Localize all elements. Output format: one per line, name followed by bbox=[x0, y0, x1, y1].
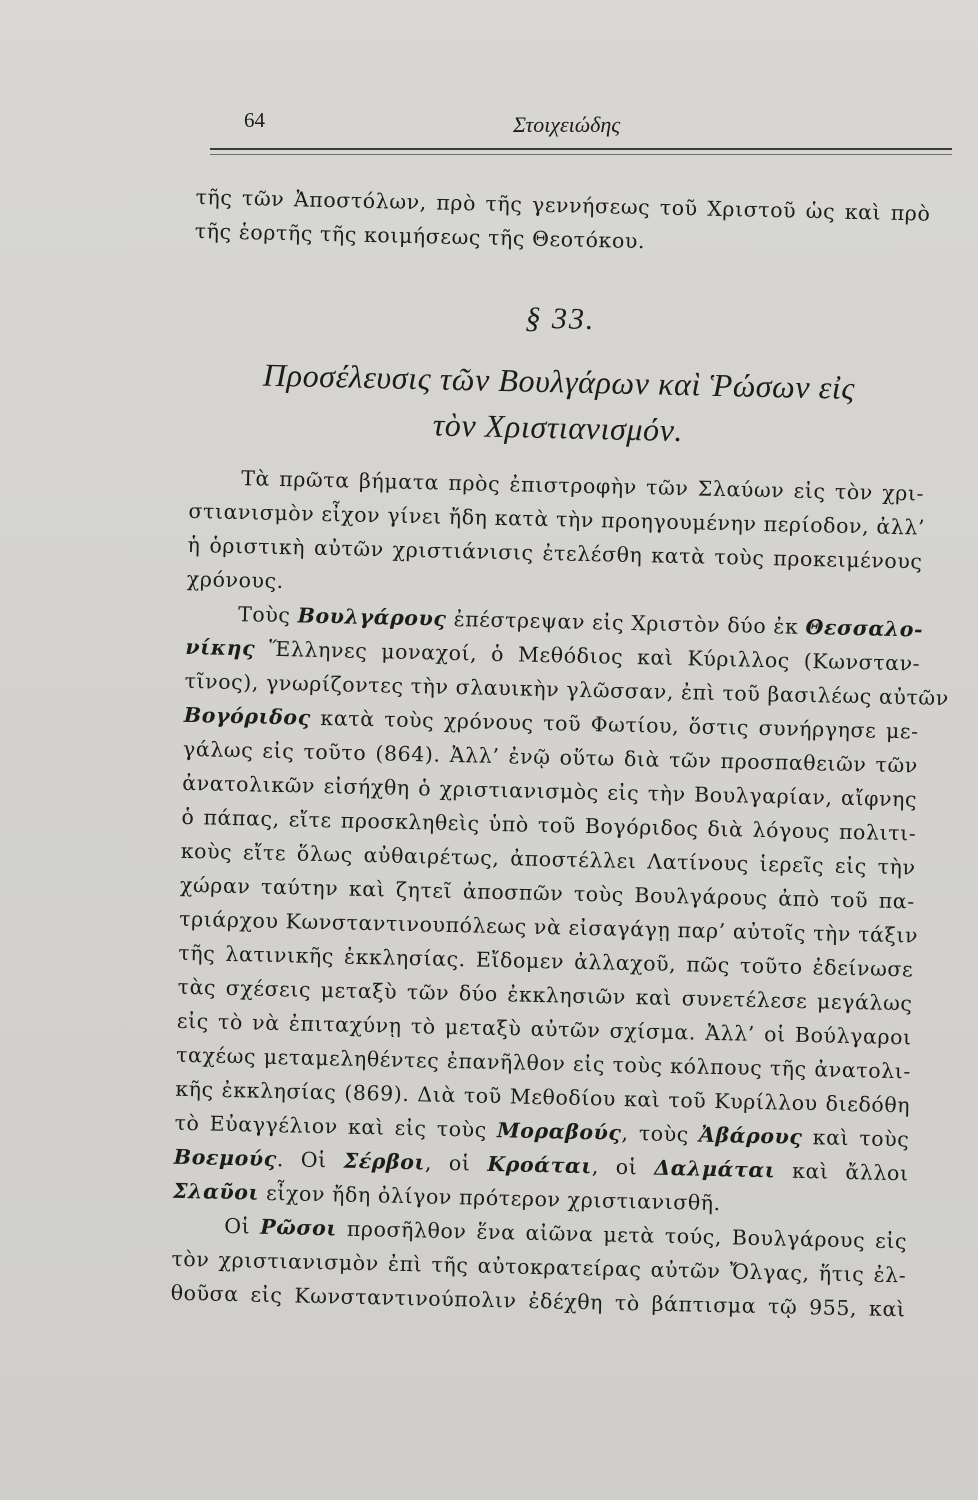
page-header bbox=[0, 108, 978, 160]
emphasis-term: Θεσσαλο- bbox=[805, 614, 924, 642]
paragraph-first-steps bbox=[187, 460, 925, 613]
text-run: , οἱ bbox=[424, 1150, 488, 1176]
text-line: ἡ ὁριστικὴ αὐτῶν χριστιάνισις ἐτελέσθη κατὰ τοὺς προκειμένους bbox=[187, 532, 923, 574]
text-line: τριάρχου Κωνσταντινουπόλεως νὰ εἰσαγάγῃ παρ’ αὐτοῖς τὴν τάξιν bbox=[178, 906, 919, 948]
emphasis-term: Βογόριδος bbox=[183, 702, 312, 730]
text-line: τῆς τῶν Ἀποστόλων, πρὸ τῆς γεννήσεως τοῦ Χριστοῦ ὡς καὶ πρὸ bbox=[195, 184, 931, 226]
text-line: τῆς ἑορτῆς τῆς κοιμήσεως τῆς Θεοτόκου. bbox=[194, 218, 646, 254]
emphasis-term: Κροάται bbox=[487, 1151, 593, 1179]
text-line: χώραν ταύτην καὶ ζητεῖ ἀποσπῶν τοὺς Βουλγάρους ἀπὸ τοῦ πα- bbox=[179, 872, 916, 914]
text-line: κοὺς εἴτε ὅλως αὐθαιρέτως, ἀποστέλλει Λατίνους ἱερεῖς εἰς τὴν bbox=[180, 838, 916, 880]
paragraph-russians bbox=[170, 1208, 907, 1327]
text-line: θοῦσα εἰς Κωνσταντινούπολιν ἐδέχθη τὸ βάπτισμα τῷ 955, καὶ bbox=[170, 1280, 906, 1322]
text-run: . Οἱ bbox=[276, 1147, 344, 1173]
text-run: ἐπέστρεψαν εἰς Χριστὸν δύο ἐκ bbox=[446, 606, 806, 639]
emphasis-term: Ἀβάρους bbox=[698, 1122, 803, 1150]
text-run: Ἕλληνες μοναχοί, ὁ Μεθόδιος καὶ Κύριλλος (Κωνσταν- bbox=[255, 636, 921, 676]
running-title: Στοιχειώδης bbox=[513, 112, 621, 137]
emphasis-term: Βουλγάρους bbox=[297, 603, 447, 631]
text-run: εἶχον ἤδη ὀλίγον πρότερον χριστιανισθῆ. bbox=[258, 1180, 722, 1216]
section-title bbox=[190, 350, 927, 459]
text-line: τὸν χριστιανισμὸν ἐπὶ τῆς αὐτοκρατείρας αὐτῶν Ὄλγας, ἥτις ἐλ- bbox=[171, 1246, 907, 1288]
text-line: εἰς τὸ νὰ ἐπιταχύνῃ τὸ μεταξὺ αὐτῶν σχίσμα. Ἀλλ’ οἱ Βούλγαροι bbox=[176, 1008, 913, 1050]
emphasis-term: Βοεμούς bbox=[173, 1144, 278, 1172]
section-number: § 33. bbox=[525, 301, 596, 337]
text-run: Οἱ bbox=[224, 1213, 261, 1239]
page-body bbox=[170, 180, 950, 1326]
text-line: τὰς σχέσεις μεταξὺ τῶν δύο ἐκκλησιῶν καὶ συνετέλεσε μεγάλως bbox=[177, 974, 913, 1016]
text-run: , οἱ bbox=[591, 1154, 655, 1180]
section-title-line: Προσέλευσις τῶν Βουλγάρων καὶ Ῥώσων εἰς bbox=[262, 356, 856, 406]
text-line: χρόνους. bbox=[186, 566, 285, 594]
text-line: ταχέως μεταμεληθέντες ἐπανῆλθον εἰς τοὺς κόλπους τῆς ἀνατολι- bbox=[175, 1042, 912, 1084]
emphasis-term: Ρῶσοι bbox=[260, 1214, 338, 1241]
text-line: ἀνατολικῶν εἰσήχθη ὁ χριστιανισμὸς εἰς τὴν Βουλγαρίαν, αἴφνης bbox=[182, 770, 918, 812]
intro-text bbox=[194, 180, 930, 265]
text-run: τὸ Εὐαγγέλιον καὶ εἰς τοὺς bbox=[174, 1110, 498, 1143]
text-line: τῆς λατινικῆς ἐκκλησίας. Εἴδομεν ἀλλαχοῦ, πῶς τοῦτο ἐδείνωσε bbox=[178, 940, 914, 982]
emphasis-term: Σλαῦοι bbox=[172, 1178, 260, 1205]
text-line: κῆς ἐκκλησίας (869). Διὰ τοῦ Μεθοδίου καὶ τοῦ Κυρίλλου διεδόθη bbox=[175, 1076, 911, 1118]
text-run: Τοὺς bbox=[237, 602, 298, 628]
emphasis-term: Σέρβοι bbox=[343, 1148, 426, 1175]
text-line: Τὰ πρῶτα βήματα πρὸς ἐπιστροφὴν τῶν Σλαύων εἰς τὸν χρι- bbox=[240, 466, 925, 506]
paragraph-bulgarians bbox=[172, 596, 950, 1225]
emphasis-term: νίκης bbox=[185, 634, 256, 661]
page-number: 64 bbox=[244, 108, 265, 132]
text-run: , τοὺς bbox=[621, 1120, 700, 1147]
text-line: γάλως εἰς τοῦτο (864). Ἀλλ’ ἐνῷ οὕτω διὰ τῶν προσπαθειῶν τῶν bbox=[182, 736, 919, 778]
text-run: καὶ τοὺς bbox=[802, 1125, 910, 1152]
text-run: κατὰ τοὺς χρόνους τοῦ Φωτίου, ὅστις συνήργησε με- bbox=[310, 705, 919, 744]
text-run: προσῆλθον ἕνα αἰῶνα μετὰ τούς, Βουλγάρους εἰς bbox=[336, 1216, 908, 1254]
emphasis-term: Μοραβούς bbox=[496, 1118, 622, 1145]
text-run: καὶ ἄλλοι bbox=[775, 1158, 909, 1186]
emphasis-term: Δαλμάται bbox=[653, 1155, 776, 1183]
text-line: τῖνος), γνωρίζοντες τὴν σλαυικὴν γλῶσσαν, ἐπὶ τοῦ βασιλέως αὐτῶν bbox=[184, 668, 950, 711]
section-title-line: τὸν Χριστιανισμόν. bbox=[432, 406, 684, 449]
text-line: ὁ πάπας, εἴτε προσκληθεὶς ὑπὸ τοῦ Βογόριδος διὰ λόγους πολιτι- bbox=[181, 804, 917, 846]
text-line: στιανισμὸν εἶχον γίνει ἤδη κατὰ τὴν προηγουμένην περίοδον, ἀλλ’ bbox=[188, 498, 926, 540]
header-rule bbox=[210, 148, 952, 150]
header-rule-thin bbox=[210, 154, 952, 155]
